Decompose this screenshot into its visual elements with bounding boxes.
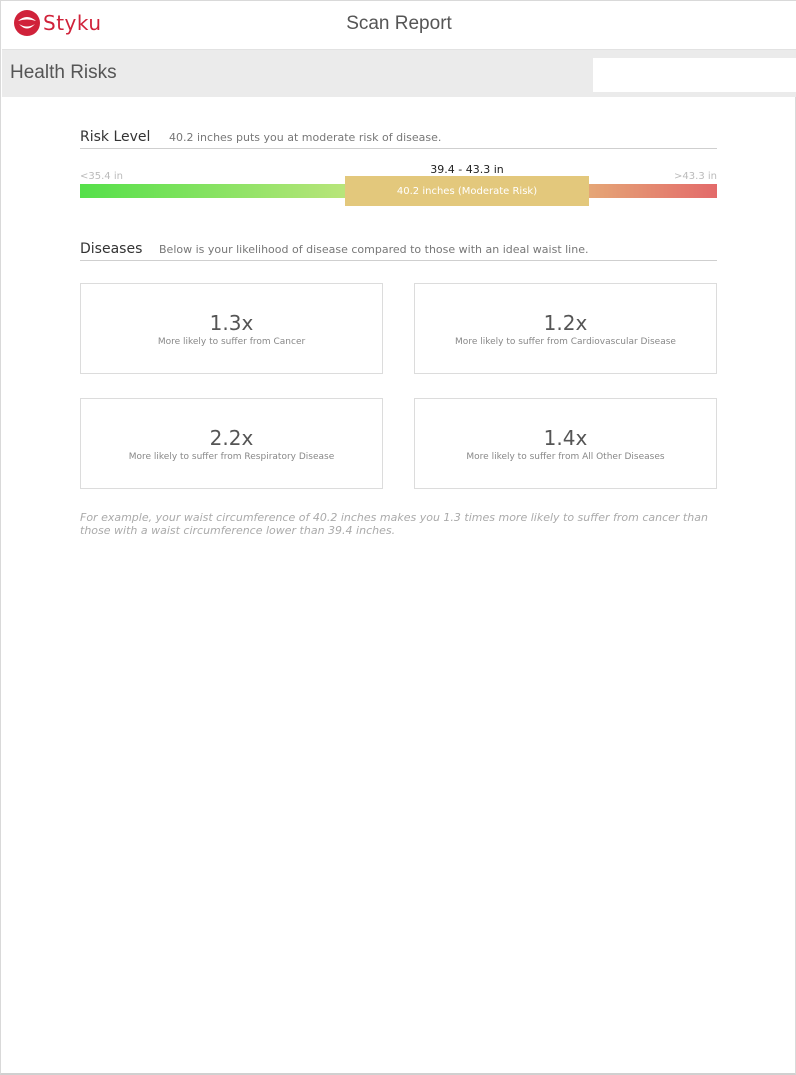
disease-multiplier: 1.2x xyxy=(543,311,588,335)
diseases-header xyxy=(80,239,717,261)
diseases-description: Below is your likelihood of disease compared to those with an ideal waist line. xyxy=(159,243,589,256)
disease-label: More likely to suffer from Cancer xyxy=(157,337,306,347)
disease-label: More likely to suffer from Respiratory Disease xyxy=(128,452,335,462)
current-risk-label: 40.2 inches (Moderate Risk) xyxy=(396,185,538,197)
disease-multiplier: 1.3x xyxy=(209,311,254,335)
disease-label: More likely to suffer from All Other Diseases xyxy=(466,452,665,462)
risk-level-header xyxy=(80,127,717,149)
risk-gauge-high-segment xyxy=(589,184,717,198)
top-bar xyxy=(1,1,796,49)
risk-gauge-low-segment xyxy=(80,184,345,198)
disease-card-other xyxy=(414,398,717,489)
diseases-heading: Diseases xyxy=(80,241,143,257)
disease-card-respiratory xyxy=(80,398,383,489)
header-blank-field[interactable] xyxy=(593,58,796,92)
moderate-range-label: 39.4 - 43.3 in xyxy=(430,163,504,176)
section-title: Health Risks xyxy=(10,62,117,83)
risk-gauge xyxy=(80,184,717,198)
section-header xyxy=(2,49,796,97)
risk-level-heading: Risk Level xyxy=(80,129,151,145)
risk-gauge-moderate-segment xyxy=(345,176,589,206)
page-title: Scan Report xyxy=(346,13,452,34)
logo-text: Styku xyxy=(43,11,102,35)
disease-card-cancer xyxy=(80,283,383,374)
disease-multiplier: 2.2x xyxy=(209,426,254,450)
risk-level-description: 40.2 inches puts you at moderate risk of disease. xyxy=(169,131,442,144)
disease-multiplier: 1.4x xyxy=(543,426,588,450)
disease-card-cardiovascular xyxy=(414,283,717,374)
high-range-label: >43.3 in xyxy=(674,171,717,182)
disease-footnote: For example, your waist circumference of 40.2 inches makes you 1.3 times more likely to suffer from cancer than those with a waist circumference lower than 39.4 inches. xyxy=(80,511,708,537)
disease-label: More likely to suffer from Cardiovascular Disease xyxy=(455,337,676,347)
low-range-label: <35.4 in xyxy=(80,171,123,182)
